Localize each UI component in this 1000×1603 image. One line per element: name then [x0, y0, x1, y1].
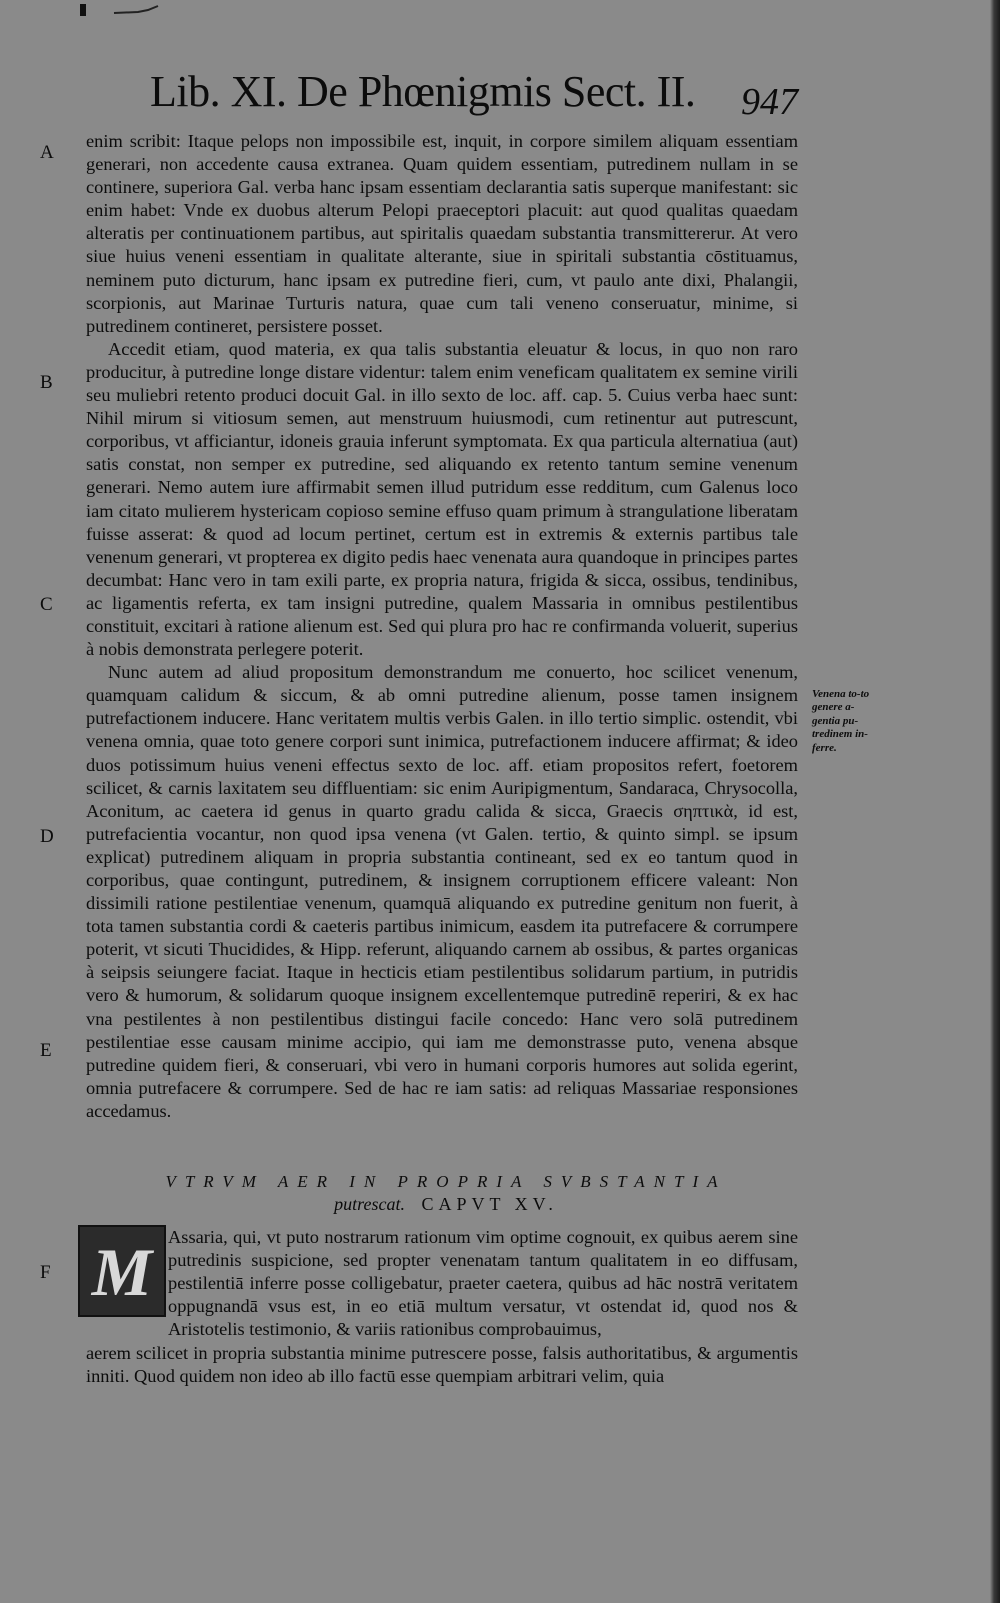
paragraph: Accedit etiam, quod materia, ex qua talis substantia eleuatur & locus, in quo non raro producitur, à putredine longe distare videntur: talem enim veneficam qualitatem ex semine virili seu muliebri retento produci docuit Gal. in illo sexto de loc. aff. cap. 5. Cuius verba haec sunt: Nihil mirum si vitiosum semen, aut menstruum huiusmodi, cum retinentur aut putrescunt, corporibus, vt afficiantur, idoneis grauia inferunt symptomata. Ex qua particula alternatiua (aut) satis constat, non semper ex putredine, sed aliquando ex retento tantum semine venenum generari. Nemo autem iure affirmabit semen illud putridum esse redditum, cum Galenus loco iam citato mulierem hystericam copioso semine effuso quam primum à strangulatione liberatam fuisse asserat: & quod ad locum pertinet, certum est in extremis & externis partibus tale venenum generari, vt propterea ex digito pedis haec venenata aura quandoque in principes partes decumbat: Hanc vero in tam exili parte, ex propria natura, frigida & sicca, ossibus, tendinibus, ac ligamentis referta, ex tam insigni putredine, qualem Massaria in omnibus pestilentibus constituit, excitari à ratione alienum est. Sed qui plura pro hac re confirmanda voluerit, superius à nobis demonstrata perlegere poterit. [86, 338, 798, 660]
chapter-number: CAPVT XV. [421, 1194, 558, 1214]
chapter-title: VTRVM AER IN PROPRIA SVBSTANTIA [165, 1172, 727, 1191]
margin-letter-d: D [40, 826, 54, 847]
margin-letter-e: E [40, 1040, 52, 1061]
paragraph: Nunc autem ad aliud propositum demonstrandum me conuerto, hoc scilicet venenum, quamquam calidum & siccum, & ab omni putredine alienum, posse tamen insignem putrefactionem inducere. Hanc veritatem multis verbis Galen. in illo tertio simplic. ostendit, vbi venena omnia, quae toto genere corpori sunt inimica, putrefactionem inducere affirmat; & ideo duos potissimum huius veneni effectus sexto de loc. aff. etiam propositos refert, foetorem scilicet, & carnis laxitatem seu diffluentiam: sic enim Auripigmentum, Sandaraca, Chrysocolla, Aconitum, ac caetera id genus in quarto gradu calida & sicca, Graecis σηπτικὰ, id est, putrefacientia vocantur, non quod ipsa venena (vt Galen. tertio, & quinto simpl. se ipsum explicat) putredinem aliquam in propria substantia contineant, sed ex eo tantum quod in corporibus, quae contingunt, putredinem, & insignem corruptionem efficere valeant: Non dissimili ratione pestilentiae venenum, quamquā aliquando ex putredine genitum non fuerit, à tota tamen substantia cordi & caeteris partibus inimicum, easdem ita putrefacere & corrumpere poterit, vt sicuti Thucidides, & Hipp. referunt, aliquando carnem ab ossibus, & partes organicas à seipsis seiungere faciat. Itaque in hecticis etiam pestilentibus solidarum partium, in putridis vero & humorum, & solidarum quoque insignem excellentemque putredinē reperiri, & ex hac vna pestilentes à non pestilentibus distingui facile concedo: Hanc vero solā putredinem pestilentiae esse causam minime accipio, qui iam me demonstrasse puto, venena absque putredine quidem fieri, & conseruari, vbi vero in humani corporis humores aut solida egerint, omnia putrefacere & corrumpere. Sed de hac re iam satis: ad reliquas Massariae responsiones accedamus. [86, 662, 798, 1121]
page-binding-shadow [990, 0, 1000, 1603]
margin-letter-c: C [40, 594, 53, 615]
margin-letter-f: F [40, 1262, 51, 1283]
chapter-subtitle [96, 1194, 796, 1215]
margin-letter-a: A [40, 142, 54, 163]
chapter-continuation [86, 1342, 798, 1388]
initial-letter: M [91, 1234, 153, 1310]
chapter-title-end: putrescat. [334, 1194, 405, 1214]
decorated-initial [78, 1225, 166, 1317]
margin-note: Venena to-to genere a-gentia pu-tredinem in-ferre. [812, 688, 870, 754]
page-header [150, 66, 810, 126]
paragraph: aerem scilicet in propria substantia minime putrescere posse, falsis authoritatibus, & argumentis inniti. Quod quidem non ideo ab illo factū esse quempiam arbitrari velim, quia [86, 1343, 798, 1387]
margin-letter-b: B [40, 372, 53, 393]
chapter-heading [96, 1172, 796, 1215]
corner-mark-icon [78, 4, 168, 18]
paragraph: enim scribit: Itaque pelops non impossibile est, inquit, in corpore similem aliquam essentiam generari, non accedente causa extranea. Quam quidem essentiam, putredinem nullam in se continere, superiora Gal. verba hanc ipsam essentiam declarantia satis superque manifestant: sic enim habet: Vnde ex duobus alterum Pelopi praeceptori placuit: aut quod qualitas quaedam alteratis per continuationem partibus, aut spiritalis quaedam substantia transmittererur. At vero siue huius veneni essentiam in qualitate alterante, siue in spiritali substantia cōstituamus, neminem puto dicturum, hanc ipsam ex putredine fieri, cum, vt paulo ante dixi, Phalangii, scorpionis, aut Marinae Turturis natura, quae cum tali veneno conseruatur, minime, si putredinem contineret, persistere posset. [86, 131, 798, 336]
main-text [86, 130, 798, 1123]
paragraph: Assaria, qui, vt puto nostrarum rationum vim optime cognouit, ex quibus aerem sine putredinis suspicione, sed propter venenatam tantum qualitatem in eo diffusam, pestilentiā inferre posse colligebatur, praeter caetera, quibus ad hāc nostrā veritatem oppugnandā vsus est, in eo etiā multum versatur, vt ostendat id, quod nos & Aristotelis testimonio, & variis rationibus comprobauimus, [168, 1227, 798, 1340]
running-head: Lib. XI. De Phœnigmis Sect. II. [150, 67, 696, 116]
page-number: 947 [741, 81, 798, 123]
chapter-opening [168, 1226, 798, 1341]
